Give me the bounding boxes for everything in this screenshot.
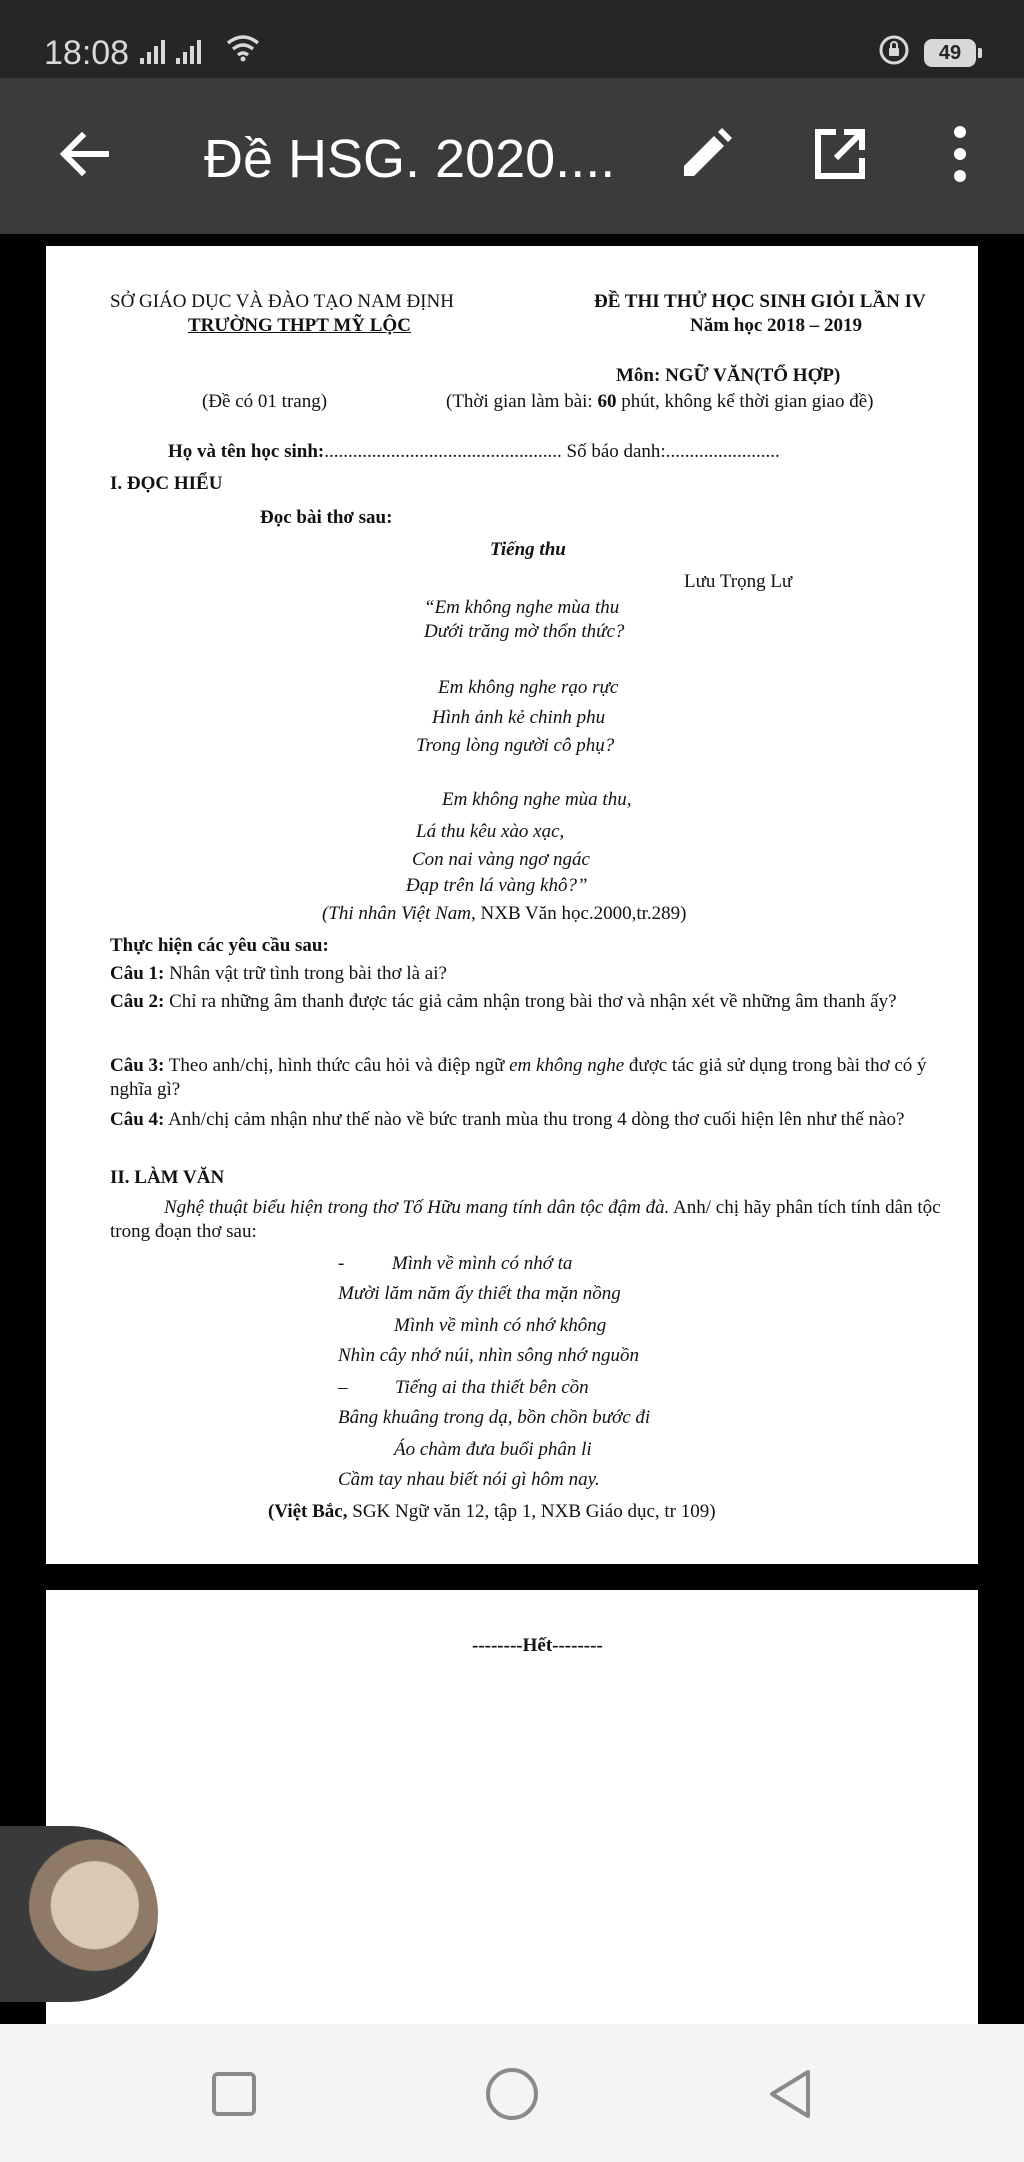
back-arrow-icon[interactable] [56,126,112,182]
question-1: Câu 1: Nhân vật trữ tình trong bài thơ là ai? [110,963,447,984]
requirements-heading: Thực hiện các yêu cầu sau: [110,935,329,956]
status-bar [0,0,1024,78]
poem-line: Lá thu kêu xào xạc, [416,821,565,842]
verse-source: (Việt Bắc, SGK Ngữ văn 12, tập 1, NXB Giáo dục, tr 109) [268,1501,716,1522]
poem-line: Con nai vàng ngơ ngác [412,849,590,870]
document-page-1 [46,246,978,1564]
battery-icon: 49 [924,39,976,67]
verse-line: Áo chàm đưa buổi phân li [394,1439,592,1460]
header-school: TRƯỜNG THPT MỸ LỘC [188,315,411,336]
poem-line: Dưới trăng mờ thổn thức? [424,621,625,642]
document-page-2 [46,1590,978,2024]
time-note: (Thời gian làm bài: 60 phút, không kể thời gian giao đề) [446,391,874,412]
verse-line: Nhìn cây nhớ núi, nhìn sông nhớ nguồn [338,1345,640,1366]
more-vert-icon[interactable] [940,124,980,184]
poem-line: Em không nghe mùa thu, [442,789,632,810]
verse-line: Bâng khuâng trong dạ, bồn chồn bước đi [338,1407,651,1428]
poem-line: Em không nghe rạo rực [438,677,619,698]
back-triangle-icon[interactable] [760,2064,820,2124]
poem-line: Trong lòng người cô phụ? [416,735,615,756]
question-2: Câu 2: Chỉ ra những âm thanh được tác giả cảm nhận trong bài thơ và nhận xét về những âm thanh ấy? [110,991,897,1012]
header-exam-title: ĐỀ THI THỬ HỌC SINH GIỎI LẦN IV [594,291,926,312]
section-reading: I. ĐỌC HIỂU [110,473,223,494]
verse-line: Mình về mình có nhớ không [394,1315,607,1336]
edit-pencil-icon[interactable] [676,124,736,184]
end-mark: --------Hết-------- [472,1635,603,1656]
verse-line: Cầm tay nhau biết nói gì hôm nay. [338,1469,600,1490]
section-writing: II. LÀM VĂN [110,1167,225,1188]
student-name-line: Họ và tên học sinh:.................................................. Số báo danh:........................ [168,441,780,462]
poem-source: (Thi nhân Việt Nam, NXB Văn học.2000,tr.289) [322,903,687,924]
read-prompt: Đọc bài thơ sau: [260,507,393,528]
header-department: SỞ GIÁO DỤC VÀ ĐÀO TẠO NAM ĐỊNH [110,291,454,312]
essay-prompt: Nghệ thuật biểu hiện trong thơ Tố Hữu mang tính dân tộc đậm đà. Anh/ chị hãy phân tích tính dân tộc trong đoạn thơ sau: [110,1197,941,1242]
app-bar [0,78,1024,234]
subject: Môn: NGỮ VĂN(TỔ HỢP) [616,365,841,386]
verse-line: – Tiếng ai tha thiết bên cồn [338,1377,589,1398]
poem-line: Đạp trên lá vàng khô?” [406,875,588,896]
verse-line: Mười lăm năm ấy thiết tha mặn nồng [338,1283,621,1304]
recent-apps-icon[interactable] [204,2064,264,2124]
open-external-icon[interactable] [810,124,870,184]
navigation-bar [0,2024,1024,2162]
home-icon[interactable] [482,2064,542,2124]
status-time: 18:08 [44,34,130,72]
verse-line: - Mình về mình có nhớ ta [338,1253,573,1274]
poem-author: Lưu Trọng Lư [684,571,793,592]
document-viewer[interactable] [0,234,1024,2024]
header-school-year: Năm học 2018 – 2019 [690,315,863,336]
pages-note: (Đề có 01 trang) [202,391,328,412]
poem-title: Tiếng thu [490,539,566,560]
poem-line: “Em không nghe mùa thu [424,597,620,618]
status-right [878,34,976,71]
signal-icon [140,36,220,71]
question-3: Câu 3: Theo anh/chị, hình thức câu hỏi và điệp ngữ em không nghe được tác giả sử dụng trong bài thơ có ý nghĩa gì? [110,1055,927,1100]
poem-line: Hình ảnh kẻ chinh phu [432,707,606,728]
lock-rotation-icon [878,34,910,71]
wifi-icon [226,34,260,67]
document-title: Đề HSG. 2020.... [204,129,616,189]
question-4: Câu 4: Anh/chị cảm nhận như thế nào về bức tranh mùa thu trong 4 dòng thơ cuối hiện lên như thế nào? [110,1109,905,1130]
